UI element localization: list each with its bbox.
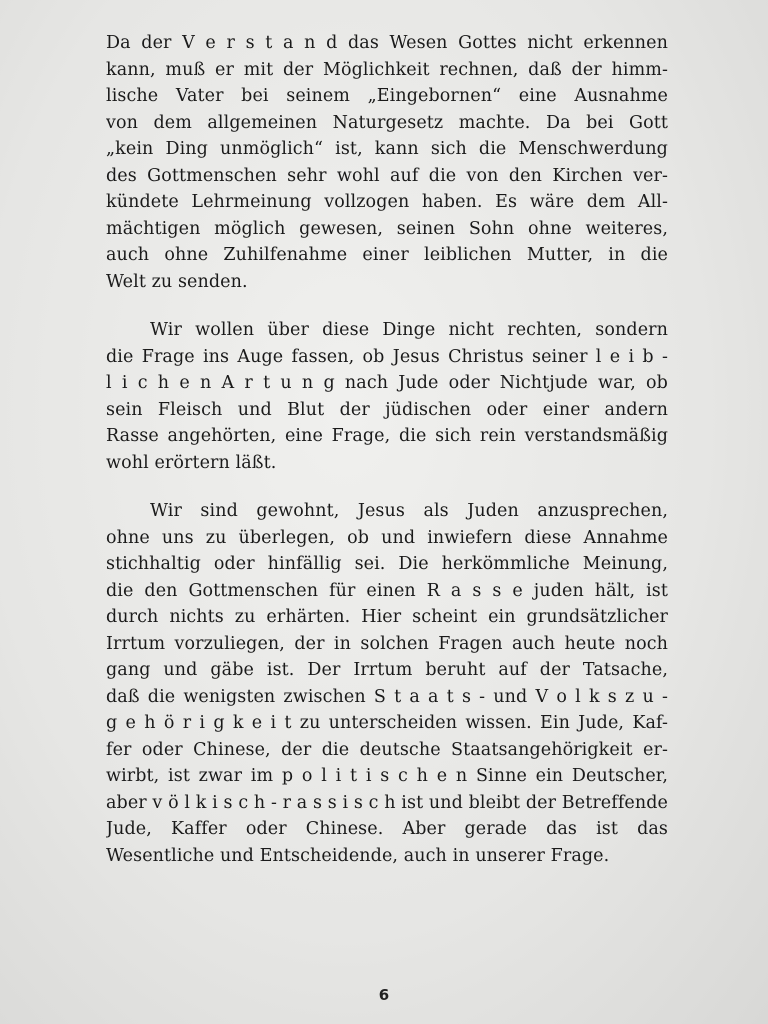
text-line: die Frage ins Auge fassen, ob Jesus Christus seiner l e i b - (106, 346, 668, 367)
body-text (106, 30, 668, 869)
text-line: kann, muß er mit der Möglichkeit rechnen, daß der himm- (106, 59, 668, 80)
text-line: Wir wollen über diese Dinge nicht rechten, sondern (150, 320, 668, 340)
text-line: Rasse angehörten, eine Frage, die sich rein verstandsmäßig (106, 426, 668, 446)
text-line: aber v ö l k i s c h - r a s s i s c h ist und bleibt der Betreffende (106, 792, 668, 813)
text-line: l i c h e n A r t u n g nach Jude oder Nichtjude war, ob (106, 373, 668, 393)
text-line: ohne uns zu überlegen, ob und inwiefern diese Annahme (106, 527, 668, 548)
text-line: „kein Ding unmöglich“ ist, kann sich die Menschwerdung (106, 139, 668, 159)
text-line: Welt zu senden. (106, 271, 248, 292)
page-number: 6 (378, 986, 390, 1004)
text-line: gang und gäbe ist. Der Irrtum beruht auf der Tatsache, (106, 660, 668, 680)
text-line: Da der V e r s t a n d das Wesen Gottes nicht erkennen (106, 33, 668, 53)
text-line: auch ohne Zuhilfenahme einer leiblichen Mutter, in die (106, 245, 668, 265)
text-line: Wesentliche und Entscheidende, auch in unserer Frage. (106, 845, 610, 866)
text-line: mächtigen möglich gewesen, seinen Sohn ohne weiteres, (106, 218, 668, 239)
paragraph (106, 317, 668, 476)
text-line: die den Gottmenschen für einen R a s s e juden hält, ist (106, 580, 668, 601)
text-line: wirbt, ist zwar im p o l i t i s c h e n Sinne ein Deutscher, (106, 766, 668, 786)
text-line: Wir sind gewohnt, Jesus als Juden anzusprechen, (150, 501, 668, 521)
text-line: durch nichts zu erhärten. Hier scheint ein grundsätzlicher (106, 607, 668, 627)
text-line: lische Vater bei seinem „Eingebornen“ eine Ausnahme (106, 86, 668, 106)
text-line: Jude, Kaffer oder Chinese. Aber gerade das ist das (106, 819, 668, 839)
text-line: sein Fleisch und Blut der jüdischen oder einer andern (106, 399, 668, 420)
text-line: wohl erörtern läßt. (106, 452, 277, 473)
text-line: g e h ö r i g k e i t zu unterscheiden wissen. Ein Jude, Kaf- (106, 713, 668, 733)
text-line: kündete Lehrmeinung vollzogen haben. Es wäre dem All- (106, 192, 668, 212)
text-line: daß die wenigsten zwischen S t a a t s - und V o l k s z u - (106, 686, 668, 707)
text-line: des Gottmenschen sehr wohl auf die von den Kirchen ver- (106, 165, 668, 186)
text-line: von dem allgemeinen Naturgesetz machte. Da bei Gott (106, 112, 668, 133)
paragraph (106, 30, 668, 295)
text-line: fer oder Chinese, der die deutsche Staatsangehörigkeit er- (106, 739, 668, 760)
text-line: stichhaltig oder hinfällig sei. Die herkömmliche Meinung, (106, 554, 668, 574)
paragraph (106, 498, 668, 869)
text-line: Irrtum vorzuliegen, der in solchen Fragen auch heute noch (106, 633, 668, 654)
